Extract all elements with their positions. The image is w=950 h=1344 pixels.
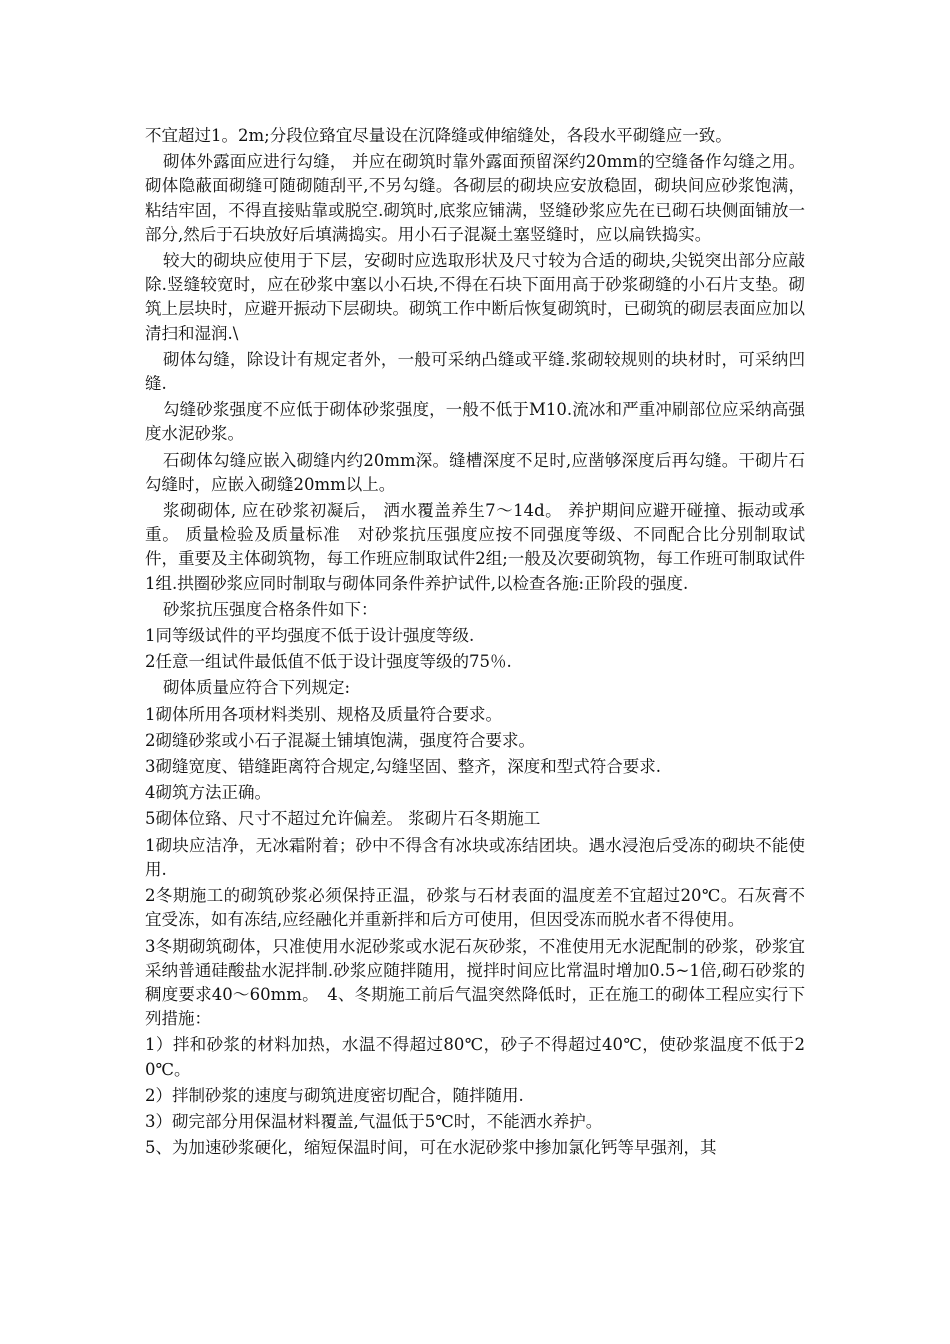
document-paragraph: 2砌缝砂浆或小石子混凝土铺填饱满，强度符合要求。 bbox=[145, 730, 535, 750]
document-paragraph: 不宜超过1。2m;分段位臵宜尽量设在沉降缝或伸缩缝处，各段水平砌缝应一致。 bbox=[145, 126, 732, 145]
document-paragraph: 砌体勾缝，除设计有规定者外，一般可采纳凸缝或平缝.浆砌较规则的块材时，可采纳凹缝. bbox=[145, 349, 805, 394]
document-paragraph: 2任意一组试件最低值不低于设计强度等级的75％. bbox=[145, 652, 512, 672]
document-paragraph: 1砌体所用各项材料类别、规格及质量符合要求。 bbox=[145, 704, 502, 724]
document-paragraph: 1）拌和砂浆的材料加热，水温不得超过80℃，砂子不得超过40℃，使砂浆温度不低于20℃。 bbox=[145, 1035, 805, 1079]
document-page bbox=[145, 124, 805, 1162]
document-paragraph: 浆砌砌体, 应在砂浆初凝后， 洒水覆盖养生7～14d。 养护期间应避开碰撞、振动或承重。 质量检验及质量标准 对砂浆抗压强度应按不同强度等级、不同配合比分别制取试件，重要及主体砌筑物，每工作班应制取试件2组;一般及次要砌筑物，每工作班可制取试件1组.拱圈砂浆应同时制取与砌体同条件养护试件,以检查各施:正阶段的强度. bbox=[145, 501, 805, 593]
document-paragraph: 2冬期施工的砌筑砂浆必须保持正温，砂浆与石材表面的温度差不宜超过20℃。石灰膏不宜受冻，如有冻结,应经融化并重新拌和后方可使用，但因受冻而脱水者不得使用。 bbox=[145, 886, 805, 930]
document-paragraph: 砌体外露面应进行勾缝， 并应在砌筑时靠外露面预留深约20mm的空缝备作勾缝之用。砌体隐蔽面砌缝可随砌随刮平,不另勾缝。各砌层的砌块应安放稳固，砌块间应砂浆饱满，粘结牢固，不得直接贴靠或脱空.砌筑时,底浆应铺满，竖缝砂浆应先在已砌石块侧面铺放一部分,然后于石块放好后填满捣实。用小石子混凝土塞竖缝时，应以扁铁捣实。 bbox=[145, 152, 805, 244]
document-paragraph: 2）拌制砂浆的速度与砌筑进度密切配合，随拌随用. bbox=[145, 1085, 524, 1105]
document-paragraph: 较大的砌块应使用于下层，安砌时应选取形状及尺寸较为合适的砌块,尖锐突出部分应敲除.竖缝较宽时，应在砂浆中塞以小石块,不得在石块下面用高于砂浆砌缝的小石片支垫。砌筑上层块时，应避开振动下层砌块。砌筑工作中断后恢复砌筑时，已砌筑的砌层表面应加以清扫和湿润.\ bbox=[145, 251, 805, 343]
document-paragraph: 砌体质量应符合下列规定: bbox=[163, 678, 351, 698]
document-paragraph: 3砌缝宽度、错缝距离符合规定,勾缝坚固、整齐，深度和型式符合要求. bbox=[145, 757, 661, 777]
document-paragraph: 1砌块应洁净，无冰霜附着；砂中不得含有冰块或冻结团块。遇水浸泡后受冻的砌块不能使用. bbox=[145, 835, 805, 879]
document-paragraph: 5、为加速砂浆硬化，缩短保温时间，可在水泥砂浆中掺加氯化钙等早强剂，其 bbox=[145, 1138, 717, 1158]
document-paragraph: 石砌体勾缝应嵌入砌缝内约20mm深。缝槽深度不足时,应凿够深度后再勾缝。干砌片石勾缝时，应嵌入砌缝20mm以上。 bbox=[145, 450, 805, 494]
document-paragraph: 勾缝砂浆强度不应低于砌体砂浆强度，一般不低于M10.流冰和严重冲刷部位应采纳高强度水泥砂浆。 bbox=[145, 400, 805, 444]
document-paragraph: 4砌筑方法正确。 bbox=[145, 783, 271, 803]
document-paragraph: 1同等级试件的平均强度不低于设计强度等级. bbox=[145, 626, 475, 646]
document-paragraph: 3）砌完部分用保温材料覆盖,气温低于5℃时，不能洒水养护。 bbox=[145, 1111, 603, 1131]
document-paragraph: 5砌体位臵、尺寸不超过允许偏差。 浆砌片石冬期施工 bbox=[145, 809, 541, 829]
document-paragraph: 砂浆抗压强度合格条件如下： bbox=[163, 599, 378, 619]
document-paragraph: 3冬期砌筑砌体，只准使用水泥砂浆或水泥石灰砂浆，不准使用无水泥配制的砂浆，砂浆宜采纳普通硅酸盐水泥拌制.砂浆应随拌随用，搅拌时间应比常温时增加0.5~1倍,砌石砂浆的稠度要求40～60mm。 4、冬期施工前后气温突然降低时，正在施工的砌体工程应实行下列措施： bbox=[145, 936, 805, 1029]
